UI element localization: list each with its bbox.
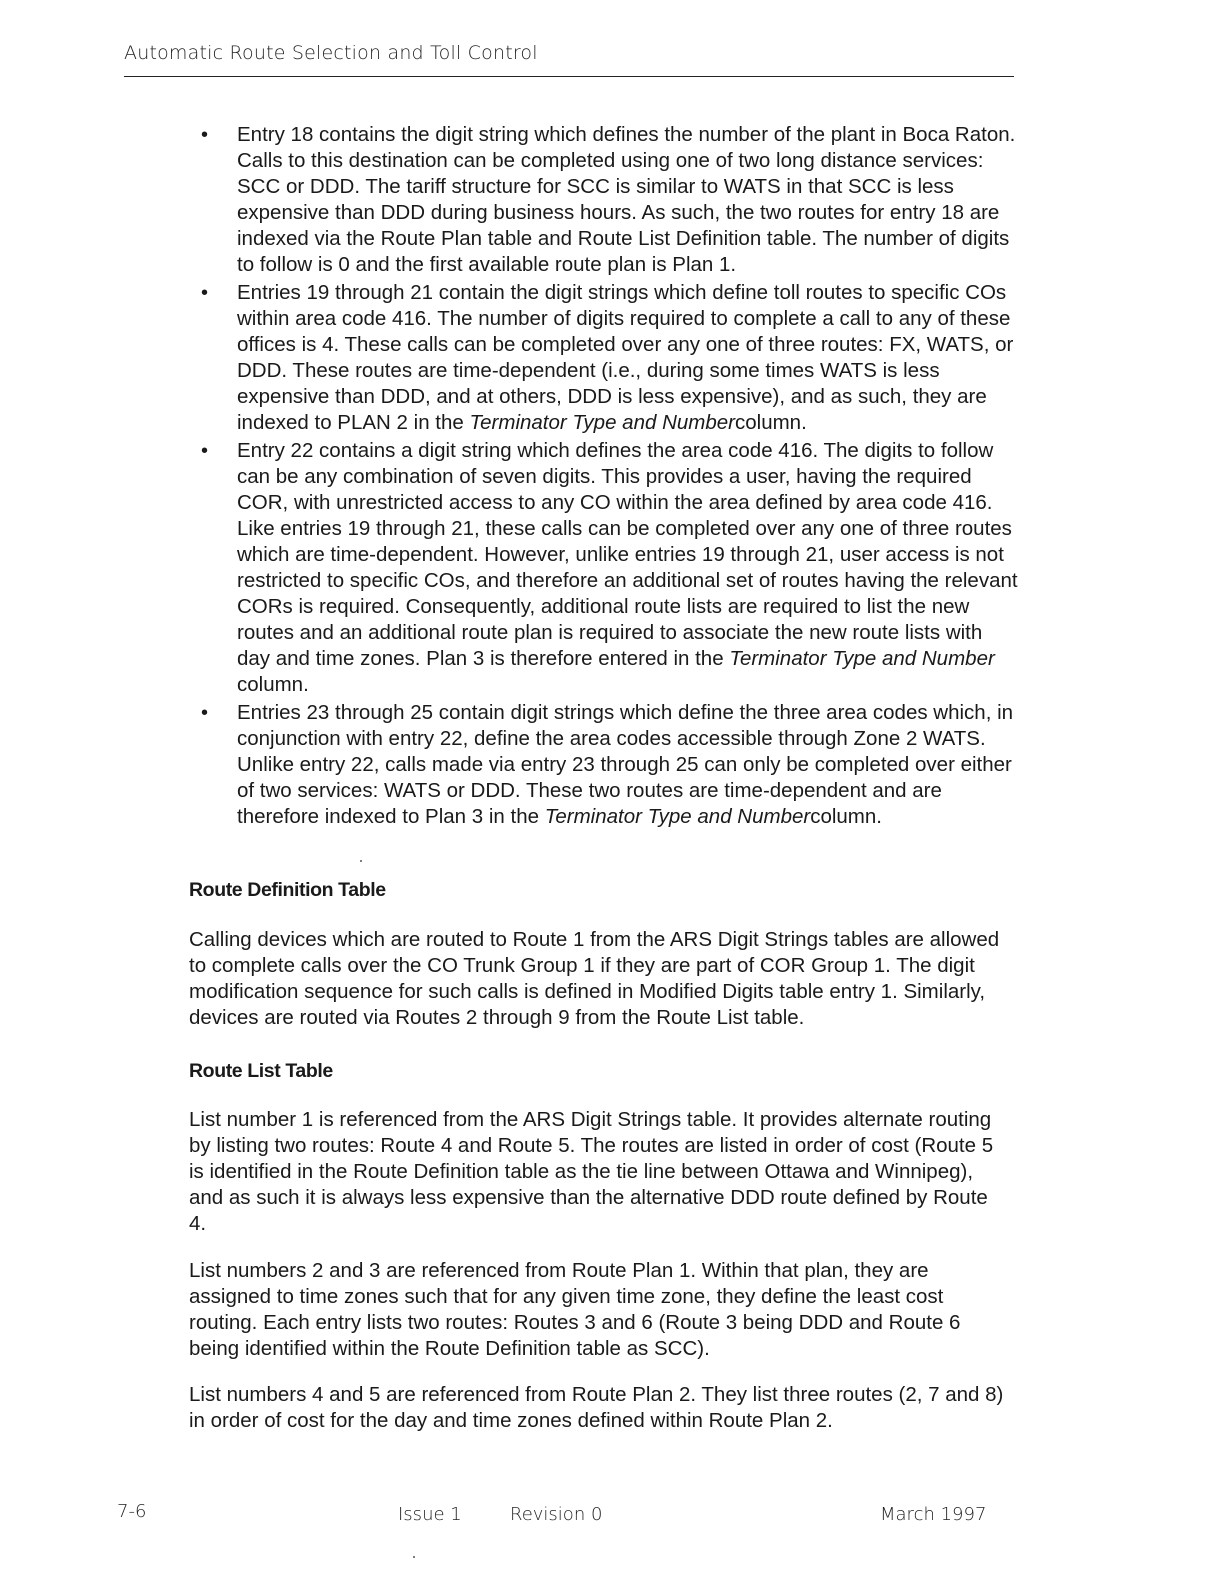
bullet-italic-term: Terminator Type and Number bbox=[469, 411, 735, 434]
route-list-heading: Route List Table bbox=[189, 1060, 333, 1082]
page-footer bbox=[0, 1501, 1213, 1531]
route-list-paragraph-1: List number 1 is referenced from the ARS Digit Strings table. It provides alternate routing by listing two routes: Route 4 and Route 5. The routes are listed in order of cost (Route 5 is identified in the Route Definition table as the tie line between Ottawa and Winnipeg), and as such it is always less expensive than the alternative DDD route defined by Route 4. bbox=[189, 1108, 994, 1235]
route-list-paragraph-3: List numbers 4 and 5 are referenced from Route Plan 2. They list three routes (2, 7 and 8) in order of cost for the day and time zones defined within Route Plan 2. bbox=[189, 1383, 1004, 1432]
footer-date: March 1997 bbox=[880, 1504, 987, 1525]
bullet-text: Entry 18 contains the digit string which defines the number of the plant in Boca Raton. Calls to this destination can be completed using one of two long distance services: SCC or DDD. The tariff structure for SCC is similar to WATS in that SCC is less expensive than DDD during business hours. As such, the two routes for entry 18 are indexed via the Route Plan table and Route List Definition table. The number of digits to follow is 0 and the first available route plan is Plan 1. bbox=[237, 123, 1016, 276]
footer-issue: Issue 1 bbox=[398, 1504, 462, 1525]
bullet-entries-23-25 bbox=[198, 700, 1018, 830]
footer-revision: Revision 0 bbox=[510, 1504, 603, 1525]
bullet-italic-term: Terminator Type and Number bbox=[729, 647, 995, 670]
route-list-paragraph-2: List numbers 2 and 3 are referenced from Route Plan 1. Within that plan, they are assigned to time zones such that for any given time zone, they define the least cost routing. Each entry lists two routes: Routes 3 and 6 (Route 3 being DDD and Route 6 being identified within the Route Definition table as SCC). bbox=[189, 1259, 961, 1360]
scan-speck bbox=[360, 860, 362, 862]
entries-bullet-list bbox=[198, 122, 1018, 832]
header-rule bbox=[124, 76, 1014, 77]
bullet-text-end: column. bbox=[734, 411, 807, 434]
bullet-entry-22 bbox=[198, 438, 1018, 698]
scan-speck bbox=[413, 1556, 415, 1558]
bullet-text-end: column. bbox=[237, 673, 309, 696]
bullet-text: Entries 19 through 21 contain the digit strings which define toll routes to specific COs within area code 416. The number of digits required to complete a call to any of these offices is 4. These calls can be completed over any one of three routes: FX, WATS, or DDD. These routes are time-dependent (i.e., during some times WATS is less expensive than DDD, and at others, DDD is less expensive), and as such, they are indexed to PLAN 2 in the bbox=[237, 281, 1014, 434]
running-header-title: Automatic Route Selection and Toll Control bbox=[124, 42, 538, 64]
bullet-entries-19-21 bbox=[198, 280, 1018, 436]
bullet-entry-18 bbox=[198, 122, 1018, 278]
bullet-italic-term: Terminator Type and Number bbox=[544, 805, 811, 828]
page-header bbox=[124, 40, 1014, 77]
bullet-text: Entries 23 through 25 contain digit strings which define the three area codes which, in conjunction with entry 22, define the area codes accessible through Zone 2 WATS. Unlike entry 22, calls made via entry 23 through 25 can only be completed over either of two services: WATS or DDD. These two routes are time-dependent and are therefore indexed to Plan 3 in the bbox=[237, 701, 1014, 828]
bullet-text: Entry 22 contains a digit string which defines the area code 416. The digits to follow can be any combination of seven digits. This provides a user, having the required COR, with unrestricted access to any CO within the area defined by area code 416. Like entries 19 through 21, these calls can be completed over any one of three routes which are time-dependent. However, unlike entries 19 through 21, user access is not restricted to specific COs, and therefore an additional set of routes having the relevant CORs is required. Consequently, additional route lists are required to list the new routes and an additional route plan is required to associate the new route lists with day and time zones. Plan 3 is therefore entered in the bbox=[237, 439, 1018, 670]
route-definition-heading: Route Definition Table bbox=[189, 879, 386, 901]
footer-page-number: 7-6 bbox=[117, 1501, 147, 1522]
bullet-text-end: column. bbox=[810, 805, 882, 828]
route-definition-paragraph: Calling devices which are routed to Route 1 from the ARS Digit Strings tables are allowed to complete calls over the CO Trunk Group 1 if they are part of COR Group 1. The digit modification sequence for such calls is defined in Modified Digits table entry 1. Similarly, devices are routed via Routes 2 through 9 from the Route List table. bbox=[189, 928, 1000, 1029]
